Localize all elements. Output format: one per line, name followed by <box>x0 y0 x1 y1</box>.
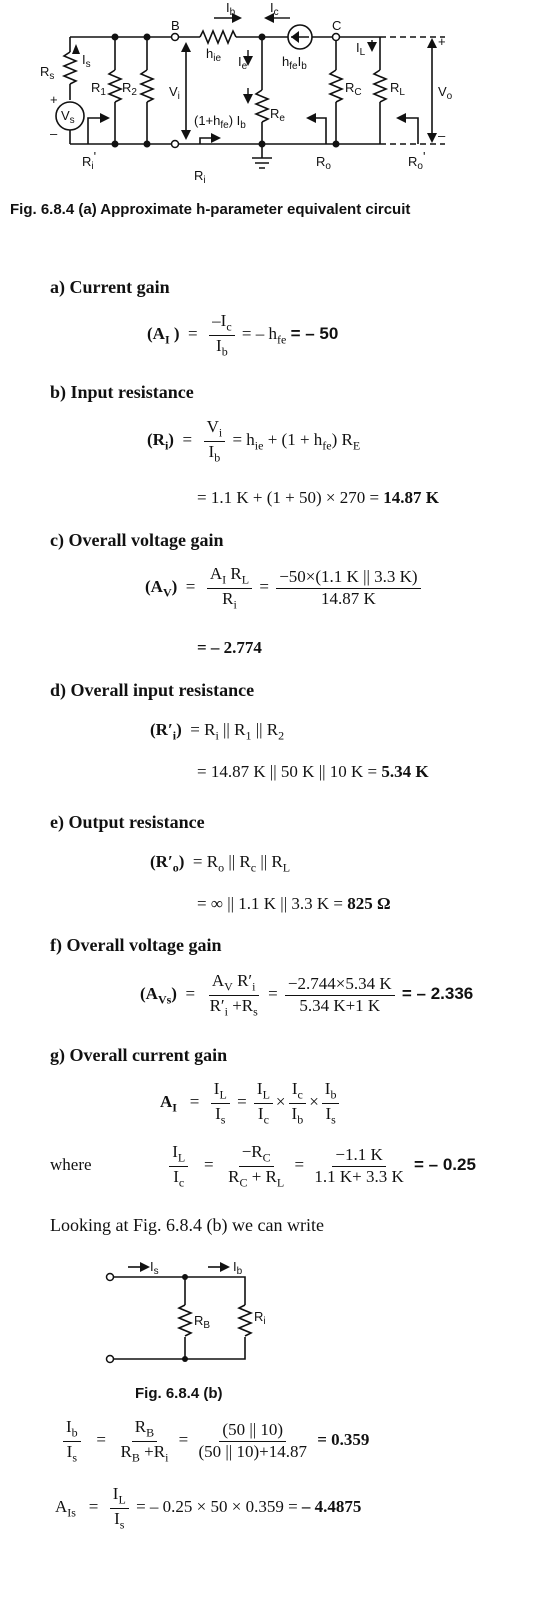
equation-c-line2: = – 2.774 <box>197 638 262 657</box>
vs-minus: – <box>50 126 58 141</box>
equation-a-result: = – 50 <box>290 323 339 343</box>
equation-d-line1: $(R'_i) = R_i$ || $R_1$ || $R_2$ <box>150 720 285 743</box>
section-g-title: g) Overall current gain <box>50 1045 228 1065</box>
equation-b-line2: = 1.1 K + (1 + 50) × 270 = 14.87 K <box>197 488 440 507</box>
node-b-label: B <box>171 18 180 33</box>
ie-label: $I_e$ <box>238 54 248 72</box>
ic-label: $I_c$ <box>270 0 279 18</box>
figure-b-caption: Fig. 6.8.4 (b) <box>135 1385 223 1402</box>
equation-b-result: 14.87 K <box>383 488 440 507</box>
section-b-title: b) Input resistance <box>50 382 194 402</box>
il-label: $I_L$ <box>356 40 366 58</box>
equation-e-line1: $(R'_o) = R_o$ || $R_c$ || $R_L$ <box>150 852 291 875</box>
vo-minus: – <box>438 128 446 143</box>
equation-ratio-result: = 0.359 <box>317 1429 370 1449</box>
section-c-title: c) Overall voltage gain <box>50 530 224 550</box>
fig-b-ri-label: $R_i$ <box>254 1309 266 1327</box>
ib-label: $I_b$ <box>226 0 236 18</box>
section-f-title: f) Overall voltage gain <box>50 935 222 955</box>
equation-f: $(A_{Vs})$ = $\frac{A_V R'_i}{R'_i +R_s}$ = $\frac{-2.744\times 5.34 K}{5.34 K+1 K}$ = – 2.336 <box>140 971 474 1018</box>
equation-c-line1: $(A_V)$ = $\frac{A_I R_L}{R_i}$ = $\frac{-50\times(1.1 K || 3.3 K)}{14.87 K}$ <box>145 565 424 611</box>
equation-ais-result: – 4.4875 <box>301 1496 362 1516</box>
r1-label: $R_1$ <box>91 80 106 98</box>
hie-label: $h_{ie}$ <box>206 46 222 64</box>
equation-a: ($A_I$ ) = $\frac{-I_c}{I_b}$ = – $h_{fe}$ = – 50 <box>147 311 339 358</box>
node-c-label: C <box>332 18 342 33</box>
r2-label: $R_2$ <box>122 80 137 98</box>
equation-e-line2: = ∞ || 1.1 K || 3.3 K = 825 Ω <box>197 894 391 913</box>
ri-prime-label: $R_i'$ <box>82 149 97 172</box>
fig-b-is-label: $I_s$ <box>150 1259 159 1277</box>
fig-b-ib-label: $I_b$ <box>233 1259 243 1277</box>
is-label: $I_s$ <box>82 52 91 70</box>
one-plus-hfe-ib-label: $(1+h_{fe})$ $I_b$ <box>194 113 246 131</box>
circuit-diagram-a <box>0 0 560 190</box>
equation-g-result: = – 0.25 <box>414 1154 476 1174</box>
equation-ais: $A_{Is}$ = $\frac{I_L}{I_s}$ = – 0.25 × 50 × 0.359 = – 4.4875 <box>55 1484 362 1531</box>
hfe-ib-label: $h_{fe}I_b$ <box>282 54 307 72</box>
rs-label: $R_s$ <box>40 64 55 82</box>
section-e-title: e) Output resistance <box>50 812 205 832</box>
circuit-diagram-b <box>100 1255 300 1375</box>
vi-label: $V_i$ <box>169 84 180 102</box>
equation-b-line1: $(R_i)$ = $\frac{V_i}{I_b}$ = $h_{ie} + (1 + h_{fe})$ $R_E$ <box>147 417 361 464</box>
vs-label: $V_s$ <box>61 108 75 126</box>
equation-d-line2: = 14.87 K || 50 K || 10 K = 5.34 K <box>197 762 429 781</box>
equation-d-result: 5.34 K <box>381 762 429 781</box>
equation-g-line1: $A_I$ = $\frac{I_L}{I_s}$ = $\frac{I_L}{I_c}$ × $\frac{I_c}{I_b}$ × $\frac{I_b}{I_s}$ <box>160 1080 342 1126</box>
equation-ratio: $\frac{I_b}{I_s}$ = $\frac{R_B}{R_B +R_i}$ = $\frac{(50 || 10)}{(50 || 10)+14.87}$ = 0.359 <box>60 1418 369 1464</box>
section-a-title: a) Current gain <box>50 277 170 297</box>
section-d-title: d) Overall input resistance <box>50 680 255 700</box>
equation-g-line2: where $\frac{I_L}{I_c}$ = $\frac{-R_C}{R_C + R_L}$ = $\frac{-1.1 K}{1.1 K+ 3.3 K}$ = – 0.25 <box>50 1142 476 1189</box>
ri-label: $R_i$ <box>194 168 206 186</box>
vo-plus: + <box>438 34 446 49</box>
vo-label: $V_o$ <box>438 84 453 102</box>
rc-label: $R_C$ <box>345 80 362 98</box>
vs-plus: + <box>50 92 58 107</box>
equation-f-result: = – 2.336 <box>401 983 474 1003</box>
rl-label: $R_L$ <box>390 80 405 98</box>
equation-e-result: 825 Ω <box>347 894 391 913</box>
fig-b-rb-label: $R_B$ <box>194 1313 211 1331</box>
figure-a-caption: Fig. 6.8.4 (a) Approximate h-parameter equivalent circuit <box>10 201 411 218</box>
ro-label: $R_o$ <box>316 154 331 172</box>
looking-text: Looking at Fig. 6.8.4 (b) we can write <box>50 1215 324 1235</box>
re-label: $R_e$ <box>270 106 285 124</box>
ro-prime-label: $R_o'$ <box>408 149 426 172</box>
